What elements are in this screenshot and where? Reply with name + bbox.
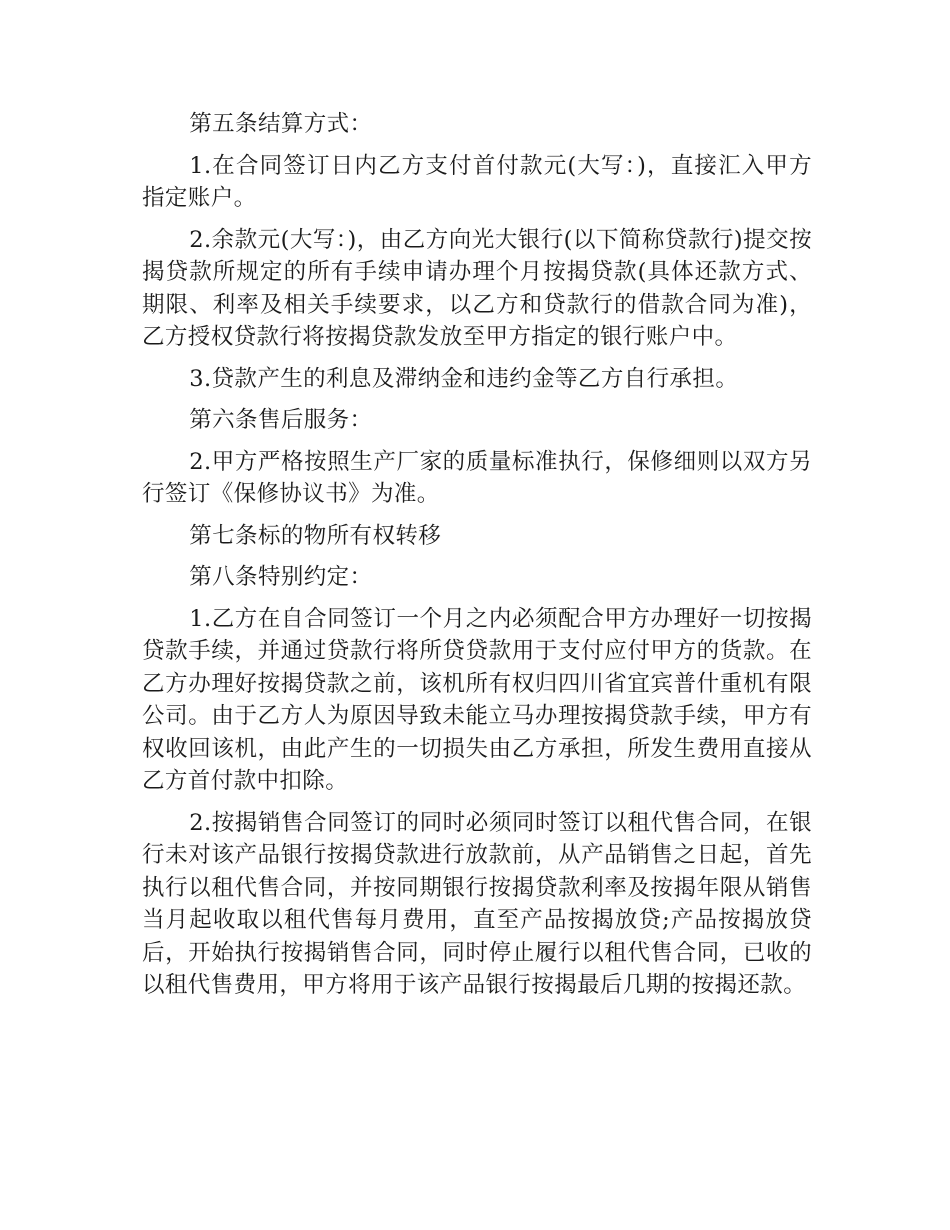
paragraph-5-2: 2.余款元(大写：)，由乙方向光大银行(以下简称贷款行)提交按揭贷款所规定的所有手续申请办理个月按揭贷款(具体还款方式、期限、利率及相关手续要求，以乙方和贷款行的借款合同为准)，乙方授权贷款行将按揭贷款发放至甲方指定的银行账户中。 bbox=[142, 226, 812, 350]
section-heading-article-8: 第八条特别约定： bbox=[189, 564, 373, 590]
paragraph-5-3: 3.贷款产生的利息及滞纳金和违约金等乙方自行承担。 bbox=[189, 365, 739, 392]
paragraph-8-1: 1.乙方在自合同签订一个月之内必须配合甲方办理好一切按揭贷款手续，并通过贷款行将所贷贷款用于支付应付甲方的货款。在乙方办理好按揭贷款之前，该机所有权归四川省宜宾普什重机有限公司。由于乙方人为原因导致未能立马办理按揭贷款手续，甲方有权收回该机，由此产生的一切损失由乙方承担，所发生费用直接从乙方首付款中扣除。 bbox=[142, 605, 812, 794]
section-heading-article-5: 第五条结算方式： bbox=[189, 111, 373, 137]
paragraph-8-2: 2.按揭销售合同签订的同时必须同时签订以租代售合同，在银行未对该产品银行按揭贷款进行放款前，从产品销售之日起，首先执行以租代售合同，并按同期银行按揭贷款利率及按揭年限从销售当月起收取以租代售每月费用，直至产品按揭放贷;产品按揭放贷后，开始执行按揭销售合同，同时停止履行以租代售合同，已收的以租代售费用，甲方将用于该产品银行按揭最后几期的按揭还款。 bbox=[142, 809, 812, 998]
paragraph-6-2: 2.甲方严格按照生产厂家的质量标准执行，保修细则以双方另行签订《保修协议书》为准。 bbox=[142, 448, 812, 507]
paragraph-5-1: 1.在合同签订日内乙方支付首付款元(大写：)，直接汇入甲方指定账户。 bbox=[142, 152, 812, 211]
document-body bbox=[142, 108, 812, 1011]
section-heading-article-6: 第六条售后服务： bbox=[189, 407, 373, 433]
section-heading-article-7: 第七条标的物所有权转移 bbox=[189, 522, 442, 549]
